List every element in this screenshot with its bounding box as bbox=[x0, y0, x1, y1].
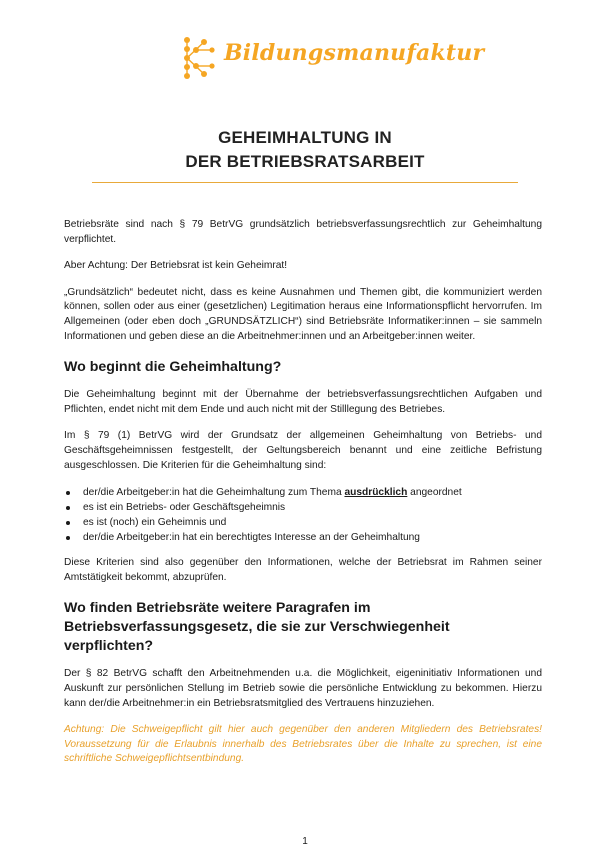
section1-paragraph-1: Die Geheimhaltung beginnt mit der Übernahme der betriebsverfassungsrechtlichen Aufgaben und Pflichten, endet nicht mit dem Ende und auch nicht mit der Stilllegung des Betriebes. bbox=[64, 389, 542, 415]
list-item bbox=[64, 500, 542, 515]
intro-paragraph-3: „Grundsätzlich“ bedeutet nicht, dass es keine Ausnahmen und Themen gibt, die kommuniziert werden können, sollen oder aus einer (gesetzlichen) Legitimation heraus eine Informationspflicht hervorrufen. Im Allgemeinen (oder eben doch „GRUNDSÄTZLICH“) sind Betriebsräte Informatiker:innen – sie sammeln Informationen und geben diese an die Arbeitnehmer:innen und an Arbeitgeber:innen weiter. bbox=[64, 286, 542, 342]
emphasis-text: ausdrücklich bbox=[344, 487, 408, 499]
bullet-text: der/die Arbeitgeber:in hat ein berechtigtes Interesse an der Geheimhaltung bbox=[83, 532, 420, 544]
list-item bbox=[64, 485, 542, 500]
title-divider bbox=[92, 182, 518, 183]
bullet-icon bbox=[66, 506, 70, 510]
page-number: 1 bbox=[302, 836, 308, 847]
title-line-1: GEHEIMHALTUNG IN bbox=[218, 128, 392, 147]
header bbox=[0, 30, 610, 90]
bullet-text: der/die Arbeitgeber:in hat die Geheimhaltung zum Thema bbox=[83, 487, 342, 499]
bullet-icon bbox=[66, 491, 70, 495]
section-heading-paragrafen: Wo finden Betriebsräte weitere Paragrafen im Betriebsverfassungsgesetz, die sie zur Verschwiegenheit verpflichten? bbox=[64, 600, 450, 655]
intro-paragraph-2: Aber Achtung: Der Betriebsrat ist kein Geheimrat! bbox=[64, 260, 288, 272]
title-line-2: DER BETRIEBSRATSARBEIT bbox=[185, 152, 425, 171]
bullet-icon bbox=[66, 536, 70, 540]
section2-paragraph-1: Der § 82 BetrVG schafft den Arbeitnehmenden u.a. die Möglichkeit, eigeninitiativ Informationen und Auskunft zur persönlichen Stellung im Betrieb sowie die persönliche Entwicklung zu bekommen. Hierzu kann der/die Arbeitnehmer:in ein Betriebsratsmitglied des Vertrauens hinzuziehen. bbox=[64, 668, 542, 709]
page-title bbox=[0, 126, 610, 174]
logo-text: Bildungsmanufaktur bbox=[224, 40, 485, 66]
warning-note: Achtung: Die Schweigepflicht gilt hier auch gegenüber den anderen Mitgliedern des Betriebsrates! Voraussetzung für die Erlaubnis innerhalb des Betriebsrates über die Inhalte zu sprechen, ist eine schriftliche Schweigepflichtsentbindung. bbox=[64, 724, 542, 765]
list-item bbox=[64, 515, 542, 530]
bildungsmanufaktur-logo-icon bbox=[182, 36, 218, 80]
bullet-text-end: angeordnet bbox=[410, 487, 462, 499]
section1-paragraph-2: Im § 79 (1) BetrVG wird der Grundsatz der allgemeinen Geheimhaltung von Betriebs- und Geschäftsgeheimnissen festgestellt, der Geltungsbereich benannt und eine zeitliche Befristung ausgeschlossen. Die Kriterien für die Geheimhaltung sind: bbox=[64, 430, 542, 471]
criteria-list bbox=[64, 485, 542, 545]
bullet-icon bbox=[66, 521, 70, 525]
list-item bbox=[64, 530, 542, 545]
intro-paragraph-1: Betriebsräte sind nach § 79 BetrVG grundsätzlich betriebsverfassungsrechtlich zur Geheimhaltung verpflichtet. bbox=[64, 219, 542, 245]
section-heading-geheimhaltung: Wo beginnt die Geheimhaltung? bbox=[64, 359, 282, 376]
section1-paragraph-3: Diese Kriterien sind also gegenüber den Informationen, welche der Betriebsrat im Rahmen seiner Amtstätigkeit bekommt, abzuprüfen. bbox=[64, 557, 542, 583]
document-body bbox=[64, 218, 542, 779]
bullet-text: es ist (noch) ein Geheimnis und bbox=[83, 517, 227, 529]
bullet-text: es ist ein Betriebs- oder Geschäftsgeheimnis bbox=[83, 502, 286, 514]
